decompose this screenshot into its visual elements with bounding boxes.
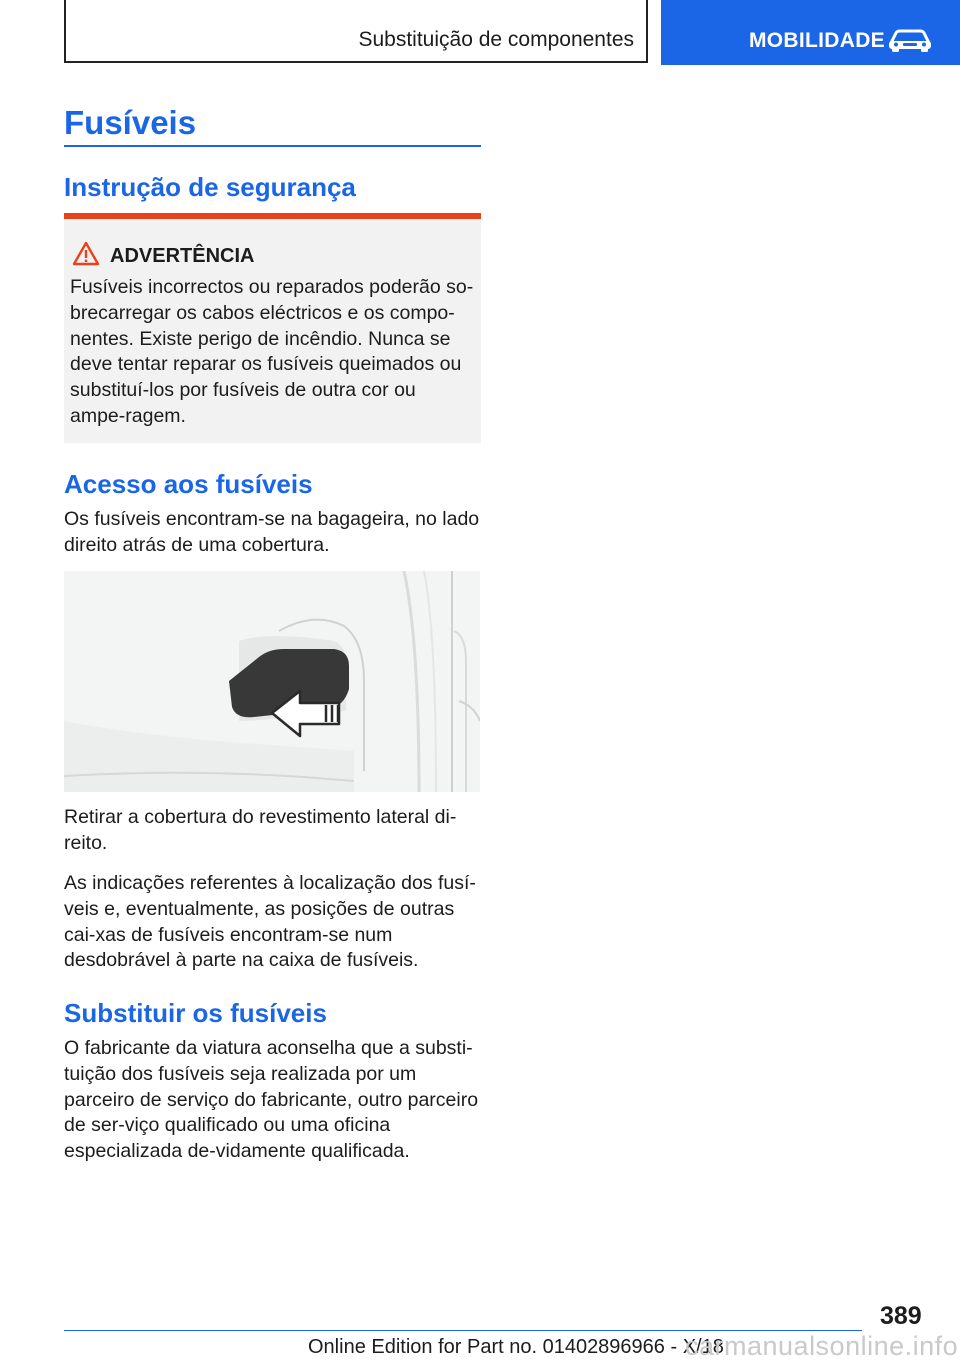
warning-box <box>64 213 481 443</box>
watermark: carmanualsonline.info <box>685 1331 959 1361</box>
chapter-tab-label: MOBILIDADE <box>749 29 885 52</box>
heading-safety: Instrução de segurança <box>64 172 356 202</box>
heading-access: Acesso aos fusíveis <box>64 469 313 499</box>
trunk-cover-illustration <box>64 571 480 792</box>
chapter-tab[interactable] <box>661 0 960 65</box>
footer-edition: Online Edition for Part no. 01402896966 - X/18 <box>308 1336 724 1358</box>
header-section-title-box <box>64 0 648 63</box>
page-number: 389 <box>880 1302 922 1330</box>
warning-text: Fusíveis incorrectos ou reparados poderão so-brecarregar os cabos eléctricos e os compo-nentes. Existe perigo de incêndio. Nunca se deve tentar reparar os fusíveis queimados ou substituí-los por fusíveis de outra cor ou ampe-ragem. <box>70 276 474 427</box>
access-intro: Os fusíveis encontram-se na bagageira, no lado direito atrás de uma cobertura. <box>64 508 480 556</box>
replace-text: O fabricante da viatura aconselha que a substi-tuição dos fusíveis seja realizada por um parceiro de serviço do fabricante, outro parceiro de ser-viço qualificado ou uma oficina especializada de-vidamente qualificada. <box>64 1037 479 1163</box>
heading-replace: Substituir os fusíveis <box>64 998 327 1028</box>
warning-triangle-icon <box>72 241 100 267</box>
access-note: As indicações referentes à localização dos fusí-veis e, eventualmente, as posições de outras cai-xas de fusíveis encontram-se num desdobrável à parte na caixa de fusíveis. <box>64 872 476 972</box>
title-divider <box>64 145 481 147</box>
car-icon <box>887 27 933 53</box>
page-title: Fusíveis <box>64 104 197 141</box>
trunk-panel-drawing <box>64 571 480 792</box>
access-step: Retirar a cobertura do revestimento lateral di-reito. <box>64 806 457 854</box>
section-title: Substituição de componentes <box>358 28 634 51</box>
warning-label: ADVERTÊNCIA <box>110 245 255 267</box>
